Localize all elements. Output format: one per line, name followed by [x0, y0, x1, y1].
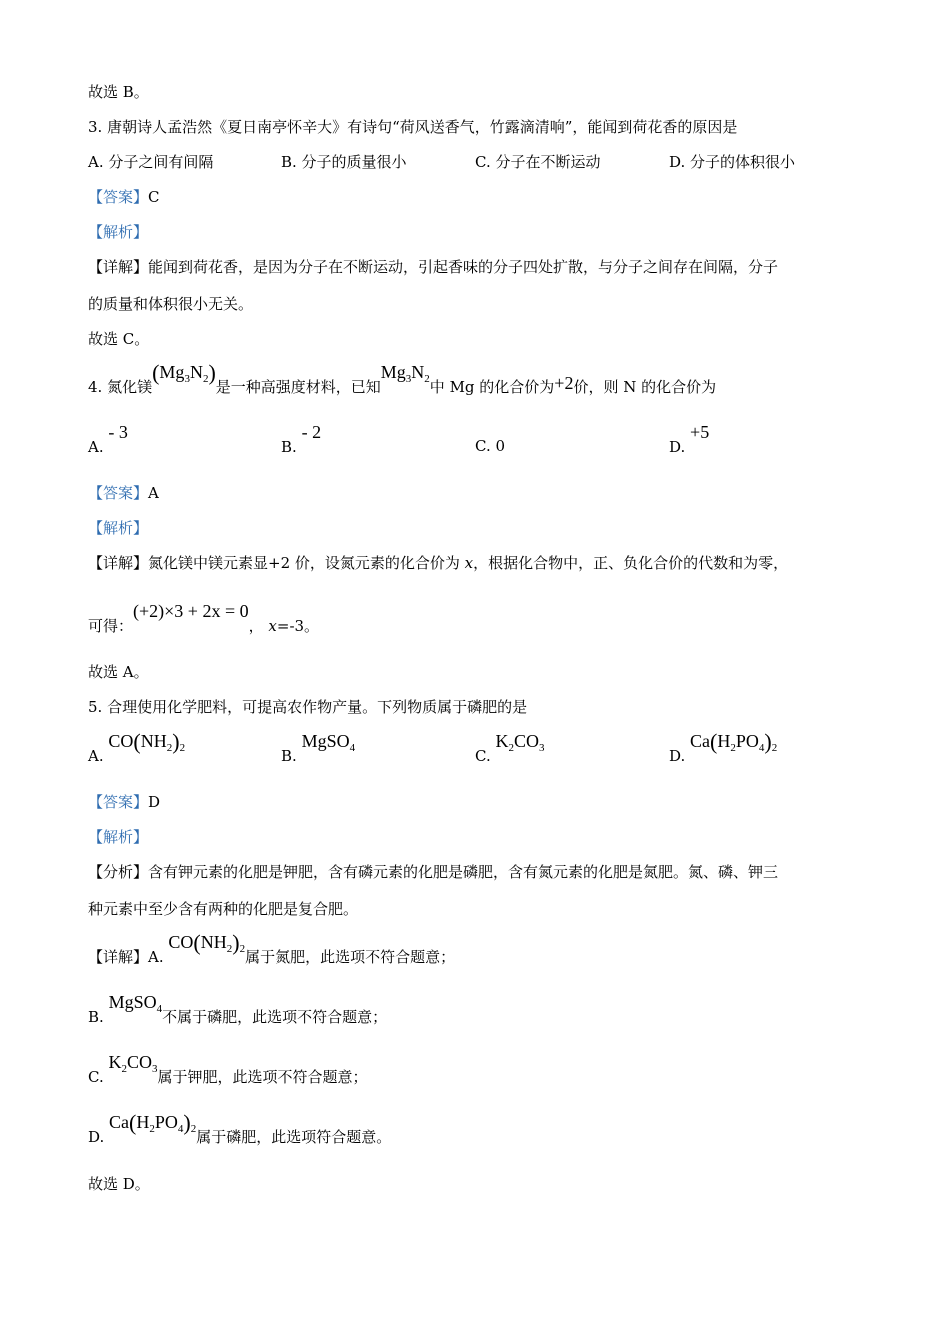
formula-ca-h2po4-2: $Ca(H_2PO_4)_2$	[690, 729, 778, 754]
q3-answer	[88, 187, 160, 207]
q3-option-d: D. 分子的体积很小	[669, 153, 796, 171]
answer-value: C	[148, 188, 160, 206]
q4-option-b	[281, 422, 322, 457]
detail-text: 能闻到荷花香，是因为分子在不断运动，引起香味的分子四处扩散，与分子之间存在间隔，分子	[148, 258, 779, 276]
detail-text-a: 氮化镁中镁元素显+2 价，设氮元素的化合价为	[148, 554, 465, 572]
q5-detail-b	[88, 992, 388, 1033]
q4-conclusion: 故选 A。	[88, 663, 149, 681]
analysis-tag: 【分析】	[88, 863, 149, 881]
formula-mgso4: MgSO$_4$	[108, 992, 163, 1015]
q4-equation-line	[88, 601, 320, 636]
q5-detail-c	[88, 1052, 368, 1093]
q4-stem-mid2: 中 Mg 的化合价为	[429, 378, 555, 396]
q5-detail-d	[88, 1110, 392, 1153]
option-label: D.	[669, 747, 686, 765]
equation: (+2)×3 + 2x = 0	[133, 601, 249, 621]
q3-detail-line1	[88, 257, 778, 277]
detail-label: B.	[88, 1008, 104, 1026]
option-label: B.	[281, 438, 297, 456]
q3-option-c: C. 分子在不断运动	[475, 153, 601, 171]
option-label: A.	[88, 438, 104, 456]
q5-option-c	[475, 731, 545, 772]
detail-text-b: ，根据化合物中，正、负化合价的代数和为零，	[473, 554, 789, 572]
detail-tag: 【详解】	[88, 554, 149, 572]
detail-text: 属于钾肥，此选项不符合题意；	[157, 1068, 368, 1086]
variable-x: x	[464, 554, 474, 572]
q5-option-a	[88, 729, 186, 772]
detail-label: D.	[88, 1128, 105, 1146]
formula-urea: $CO(NH_2)_2$	[108, 729, 186, 754]
detail-label: A.	[148, 948, 164, 966]
option-label: D.	[669, 438, 686, 456]
q4-stem	[88, 360, 717, 403]
q5-stem: 5. 合理使用化学肥料，可提高农作物产量。下列物质属于磷肥的是	[88, 698, 528, 716]
q4-stem-mid: 是一种高强度材料，已知	[215, 378, 381, 396]
option-value: - 2	[301, 422, 322, 442]
q5-answer	[88, 792, 160, 812]
answer-value: D	[148, 793, 161, 811]
q4-option-d	[669, 422, 710, 457]
option-label: C.	[475, 747, 491, 765]
answer-tag: 【答案】	[88, 484, 149, 502]
option-label: B.	[281, 747, 297, 765]
q4-stem-pre: 4. 氮化镁	[88, 378, 153, 396]
answer-value: A	[148, 484, 159, 502]
q3-detail-line2: 的质量和体积很小无关。	[88, 295, 254, 313]
valence-value: +2	[554, 373, 574, 393]
formula-k2co3: $K_2CO_3$	[108, 1052, 158, 1075]
q5-conclusion: 故选 D。	[88, 1175, 150, 1193]
analysis-text: 含有钾元素的化肥是钾肥，含有磷元素的化肥是磷肥，含有氮元素的化肥是氮肥。氮、磷、钾三	[148, 863, 779, 881]
q5-analysis-line1	[88, 862, 778, 882]
detail-label: C.	[88, 1068, 104, 1086]
q5-option-b	[281, 731, 356, 772]
option-value: +5	[690, 422, 710, 442]
q5-detail-a	[88, 930, 456, 973]
result-value: =-3。	[276, 617, 320, 635]
answer-tag: 【答案】	[88, 188, 149, 206]
q3-option-b: B. 分子的质量很小	[281, 153, 407, 171]
formula-urea: $CO(NH_2)_2$	[168, 930, 246, 955]
q3-option-a: A. 分子之间有间隔	[88, 153, 214, 171]
conclusion-q2: 故选 B。	[88, 83, 149, 101]
detail-tag: 【详解】	[88, 948, 149, 966]
answer-tag: 【答案】	[88, 793, 149, 811]
q5-option-d	[669, 729, 778, 772]
detail-tag: 【详解】	[88, 258, 149, 276]
q5-analysis-line2: 种元素中至少含有两种的化肥是复合肥。	[88, 900, 359, 918]
q5-analysis-tag: 【解析】	[88, 828, 149, 846]
option-label: A.	[88, 747, 104, 765]
option-value: - 3	[108, 422, 128, 442]
q4-detail-line1	[88, 553, 788, 573]
q4-analysis-tag: 【解析】	[88, 519, 149, 537]
q3-analysis-tag: 【解析】	[88, 223, 149, 241]
equation-prefix: 可得：	[88, 617, 134, 635]
q4-stem-post: 价，则 N 的化合价为	[573, 378, 717, 396]
formula-k2co3: $K_2CO_3$	[495, 731, 545, 754]
detail-text: 属于磷肥，此选项符合题意。	[196, 1128, 392, 1146]
result-sep: ，	[248, 617, 264, 635]
formula-mg3n2: $Mg_3N_2$	[380, 362, 430, 385]
detail-text: 属于氮肥，此选项不符合题意；	[245, 948, 456, 966]
formula-mgso4: MgSO$_4$	[301, 731, 356, 754]
formula-ca-h2po4-2: $Ca(H_2PO_4)_2$	[109, 1110, 197, 1135]
result-var: x	[268, 617, 277, 635]
q3-stem: 3. 唐朝诗人孟浩然《夏日南亭怀辛大》有诗句“荷风送香气，竹露滴清响”，能闻到荷花香的原因是	[88, 118, 738, 136]
formula-mg3n2-paren: $(Mg_3N_2)$	[152, 360, 216, 385]
q4-option-a	[88, 422, 128, 457]
q4-option-c: C. 0	[475, 437, 506, 455]
q4-answer	[88, 483, 159, 503]
q3-conclusion: 故选 C。	[88, 330, 150, 348]
detail-text: 不属于磷肥，此选项不符合题意；	[162, 1008, 388, 1026]
